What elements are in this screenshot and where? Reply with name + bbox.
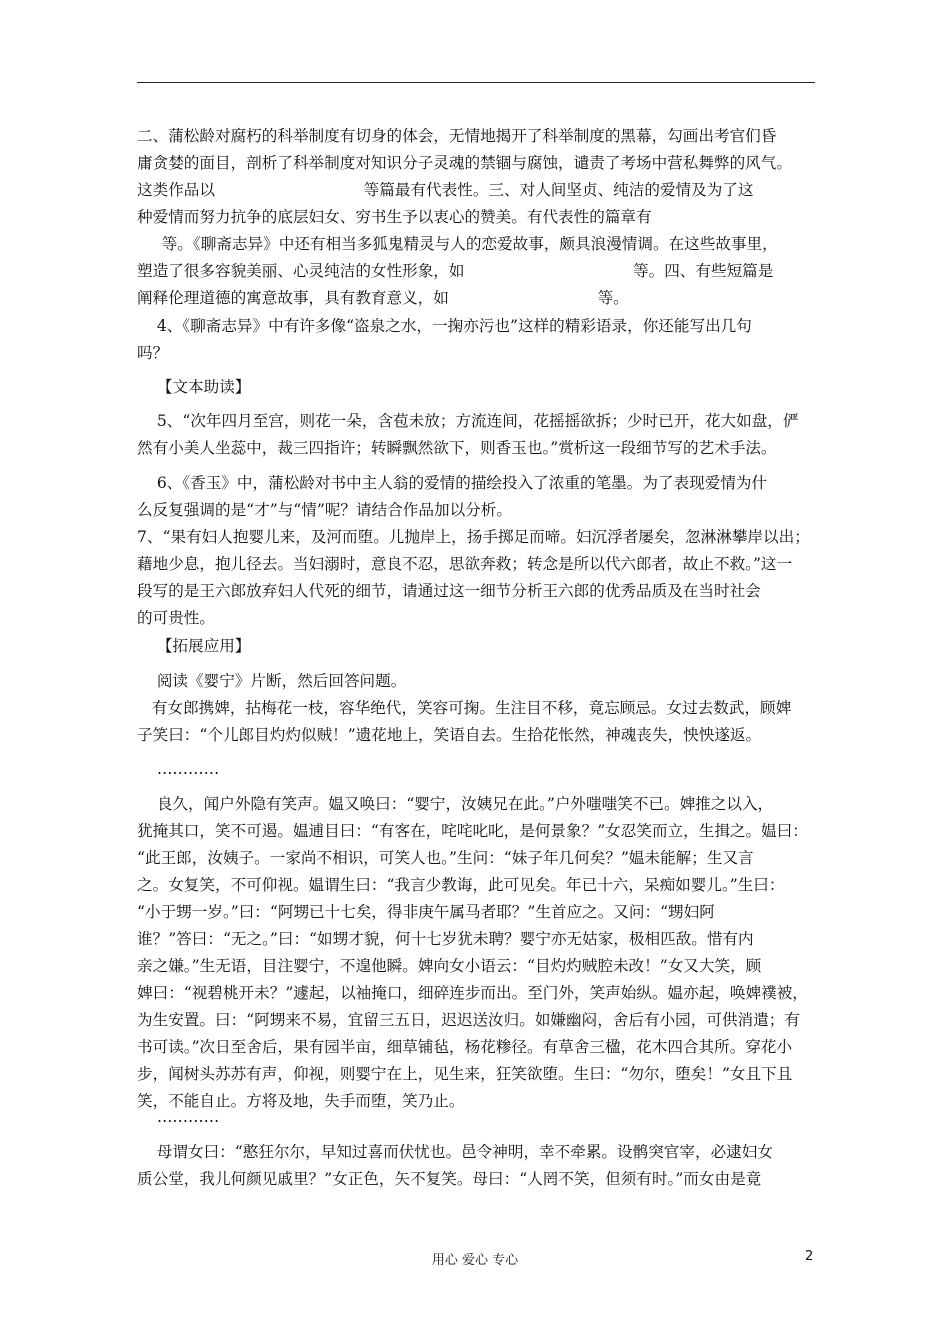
paragraph-q6-q7: 6、《香玉》中，蒲松龄对书中主人翁的爱情的描绘投入了浓重的笔墨。为了表现爱情为什 么反复强调的是“才”与“情”呢？请结合作品加以分析。 7、“果有妇人抱婴儿来，及河而堕。儿抛岸上，扬手掷足而啼。妇沉浮者屡矣，忽淋淋攀岸以出； 藉地少息，抱儿径去。当妇溺时，意良不忍，思欲奔救；转念是所以代六郎者，故止不救。”这一 段写的是王六郎放弃妇人代死的细节，请通过这一细节分析王六郎的优秀品质及在当时社会 的可贵性。 — [137, 474, 810, 627]
paragraph-intro: 二、蒲松龄对腐朽的科举制度有切身的体会，无情地揭开了科举制度的黑幕，勾画出考官们昏 庸贪婪的面目，剖析了科举制度对知识分子灵魂的禁锢与腐蚀，谴责了考场中营私舞弊的风气。 这类作品以 等篇最有代表性。三、对人间坚贞、纯洁的爱情及为了这 种爱情而努力抗争的底层妇女、穷书生予以衷心的赞美。有代表性的篇章有 等。《聊斋志异》中还有相当多狐鬼精灵与人的恋爱故事，颇具浪漫情调。在这些故事里， 塑造了很多容貌美丽、心灵纯洁的女性形象，如 等。四、有些短篇是 阐释伦理道德的寓意故事，具有教育意义，如 等。 — [137, 127, 792, 307]
paragraph-yingning-main: 良久，闻户外隐有笑声。媪又唤曰：“婴宁，汝姨兄在此。”户外嗤嗤笑不已。婢推之以入， 犹掩其口，笑不可遏。媪逋目曰：“有客在，咤咤叱叱，是何景象？”女忍笑而立，生揖之。媪曰： “此王郎，汝姨子。一家尚不相识，可笑人也。”生问：“妹子年几何矣？”媪未能解；生又言 之。女复笑，不可仰视。媪谓生曰：“我言少教诲，此可见矣。年已十六，呆痴如婴儿。”生曰： “小于甥一岁。”曰：“阿甥已十七矣，得非庚午属马者耶？”生首应之。又问：“甥妇阿 谁？”答曰：“无之。”曰：“如甥才貌，何十七岁犹未聘？婴宁亦无姑家，极相匹敌。惜有内 亲之嫌。”生无语，目注婴宁，不遑他瞬。婢向女小语云：“目灼灼贼腔未改！”女又大笑，顾 婢曰：“视碧桃开未？”遽起，以袖掩口，细碎连步而出。至门外，笑声始纵。媪亦起，唤婢襆被， 为生安置。曰：“阿甥来不易，宜留三五日，迟迟送汝归。如嫌幽闷，舍后有小园，可供消遣；有 书可读。”次日至舍后，果有园半亩，细草铺毡，杨花糁径。有草舍三楹，花木四合其所。穿花小 步，闻树头苏苏有声，仰视，则婴宁在上，见生来，狂笑欲堕。生曰：“勿尔，堕矣！”女且下且 笑，不能自止。方将及地，失手而堕，笑乃止。 — [137, 795, 808, 1110]
paragraph-q5: 5、“次年四月至宫，则花一朵，含苞未放；方流连间，花摇摇欲拆；少时已开，花大如盘，俨 然有小美人坐蕊中，裁三四指许；转瞬飘然欲下，则香玉也。”赏析这一段细节写的艺术手法。 — [137, 412, 799, 457]
page-number: 2 — [805, 1249, 814, 1264]
header-rule — [137, 82, 815, 83]
ellipsis-separator: ………… — [137, 1108, 220, 1126]
section-heading-extension: 【拓展应用】 — [137, 637, 251, 655]
paragraph-yingning-end: 母谓女曰：“憨狂尔尔，早知过喜而伏忧也。邑令神明，幸不牵累。设鹘突官宰，必逮妇女 质公堂，我儿何颜见戚里？”女正色，矢不复笑。母曰：“人罔不笑，但须有时。”而女由是竟 — [137, 1143, 773, 1188]
ellipsis-separator: ………… — [137, 760, 220, 778]
footer-motto: 用心 爱心 专心 — [431, 1253, 519, 1268]
paragraph-q4: 4、《聊斋志异》中有许多像“盗泉之水，一掬亦污也”这样的精彩语录，你还能写出几句 吗？ — [137, 317, 752, 362]
section-heading-text-reading: 【文本助读】 — [137, 378, 251, 396]
paragraph-yingning-intro: 阅读《婴宁》片断，然后回答问题。 有女郎携婢，拈梅花一枝，容华绝代，笑容可掬。生注目不移，竟忘顾忌。女过去数武，顾婢 子笑曰：“个儿郎目灼灼似贼！”遗花地上，笑语自去。生拾花怅然，神魂丧失，怏怏遂返。 — [137, 672, 792, 744]
